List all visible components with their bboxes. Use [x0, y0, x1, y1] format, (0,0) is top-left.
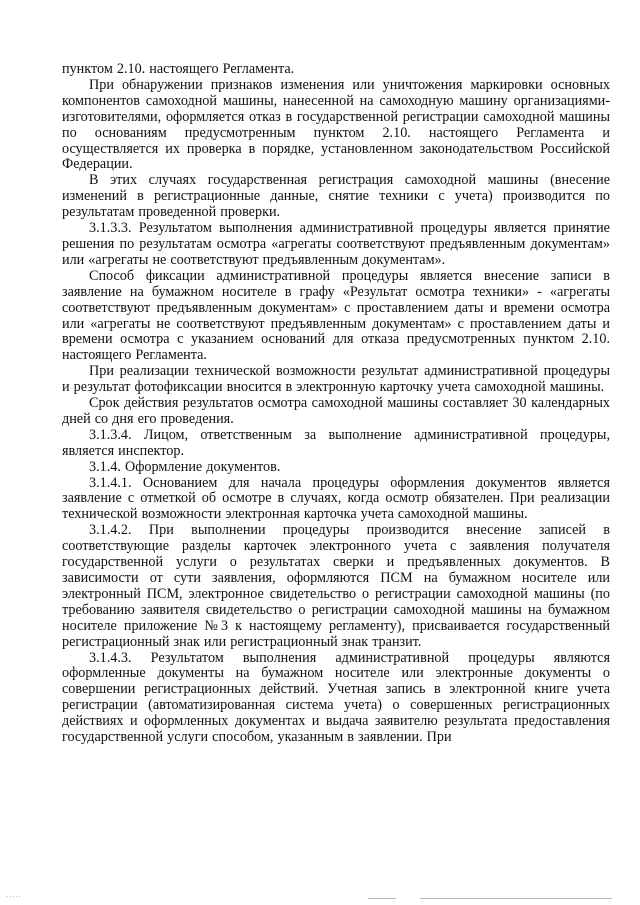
paragraph-3-1-4-2: 3.1.4.2. При выполнении процедуры производится внесение записей в соответствующие разделы карточек электронного учета с заявления получателя государственной услуги о результатах сверки и предъявленных документов. В зависимости от сути заявления, оформляются ПСМ на бумажном носителе или электронный ПСМ, электронное свидетельство о регистрации самоходной машины (по требованию заявителя свидетельство о регистрации самоходной машины на бумажном носителе приложение №3 к настоящему регламенту), присваивается государственный регистрационный знак или регистрационный знак транзит.: [62, 522, 610, 650]
paragraph-fixation-method: Способ фиксации административной процедуры является внесение записи в заявление на бумажном носителе в графу «Результат осмотра техники» - «агрегаты соответствуют предъявленным документам» с проставлением даты и времени осмотра или «агрегаты не соответствуют предъявленным документам» с проставлением даты и времени осмотра с указанием оснований для отказа предусмотренных пунктом 2.10. настоящего Регламента.: [62, 267, 610, 364]
scan-corner-dots-icon: ·····: [6, 893, 23, 901]
paragraph-validity-period: Срок действия результатов осмотра самоходной машины составляет 30 календарных дней со дня его проведения.: [62, 395, 610, 427]
paragraph-continuation: пунктом 2.10. настоящего Регламента.: [62, 61, 295, 77]
paragraph-3-1-3-4: 3.1.3.4. Лицом, ответственным за выполнение административной процедуры, является инспектор.: [62, 426, 610, 459]
paragraph-technical-possibility: При реализации технической возможности результат административной процедуры и результат фотофиксации вносится в электронную карточку учета самоходной машины.: [62, 363, 610, 396]
heading-3-1-4: 3.1.4. Оформление документов.: [89, 458, 281, 475]
scan-line-left: [368, 898, 396, 899]
paragraph-marking-violation: При обнаружении признаков изменения или уничтожения маркировки основных компонентов самоходной машины, нанесенной на самоходную машину организациями-изготовителями, оформляется отказ в государственной регистрации самоходной машины по основаниям предусмотренным пунктом 2.10. настоящего Регламента и осуществляется их проверка в порядке, установленном законодательством Российской Федерации.: [62, 76, 610, 173]
paragraph-3-1-3-3: 3.1.3.3. Результатом выполнения административной процедуры является принятие решения по результатам осмотра «агрегаты соответствуют предъявленным документам» или «агрегаты не соответствуют предъявленным документам».: [62, 220, 610, 268]
paragraph-3-1-4-3: 3.1.4.3. Результатом выполнения административной процедуры являются оформленные документы на бумажном носителе или электронные документы о совершении регистрационных действий. Учетная запись в электронной книге учета регистрации (автоматизированная система учета) о совершенных регистрационных действиях и оформленных документах и выдача заявителю результата предоставления государственной услуги способом, указанным в заявлении. При: [62, 649, 610, 746]
scan-line-right: [420, 898, 612, 899]
paragraph-3-1-4-1: 3.1.4.1. Основанием для начала процедуры оформления документов является заявление с отметкой об осмотре в случаях, когда осмотр обязателен. При реализации технической возможности электронная карточка учета самоходной машины.: [62, 474, 610, 523]
scan-footer-artifacts: [0, 893, 640, 905]
document-page: [62, 62, 610, 746]
paragraph-registration-after-check: В этих случаях государственная регистрация самоходной машины (внесение изменений в регистрационные данные, снятие техники с учета) производится по результатам проведенной проверки.: [62, 172, 610, 221]
